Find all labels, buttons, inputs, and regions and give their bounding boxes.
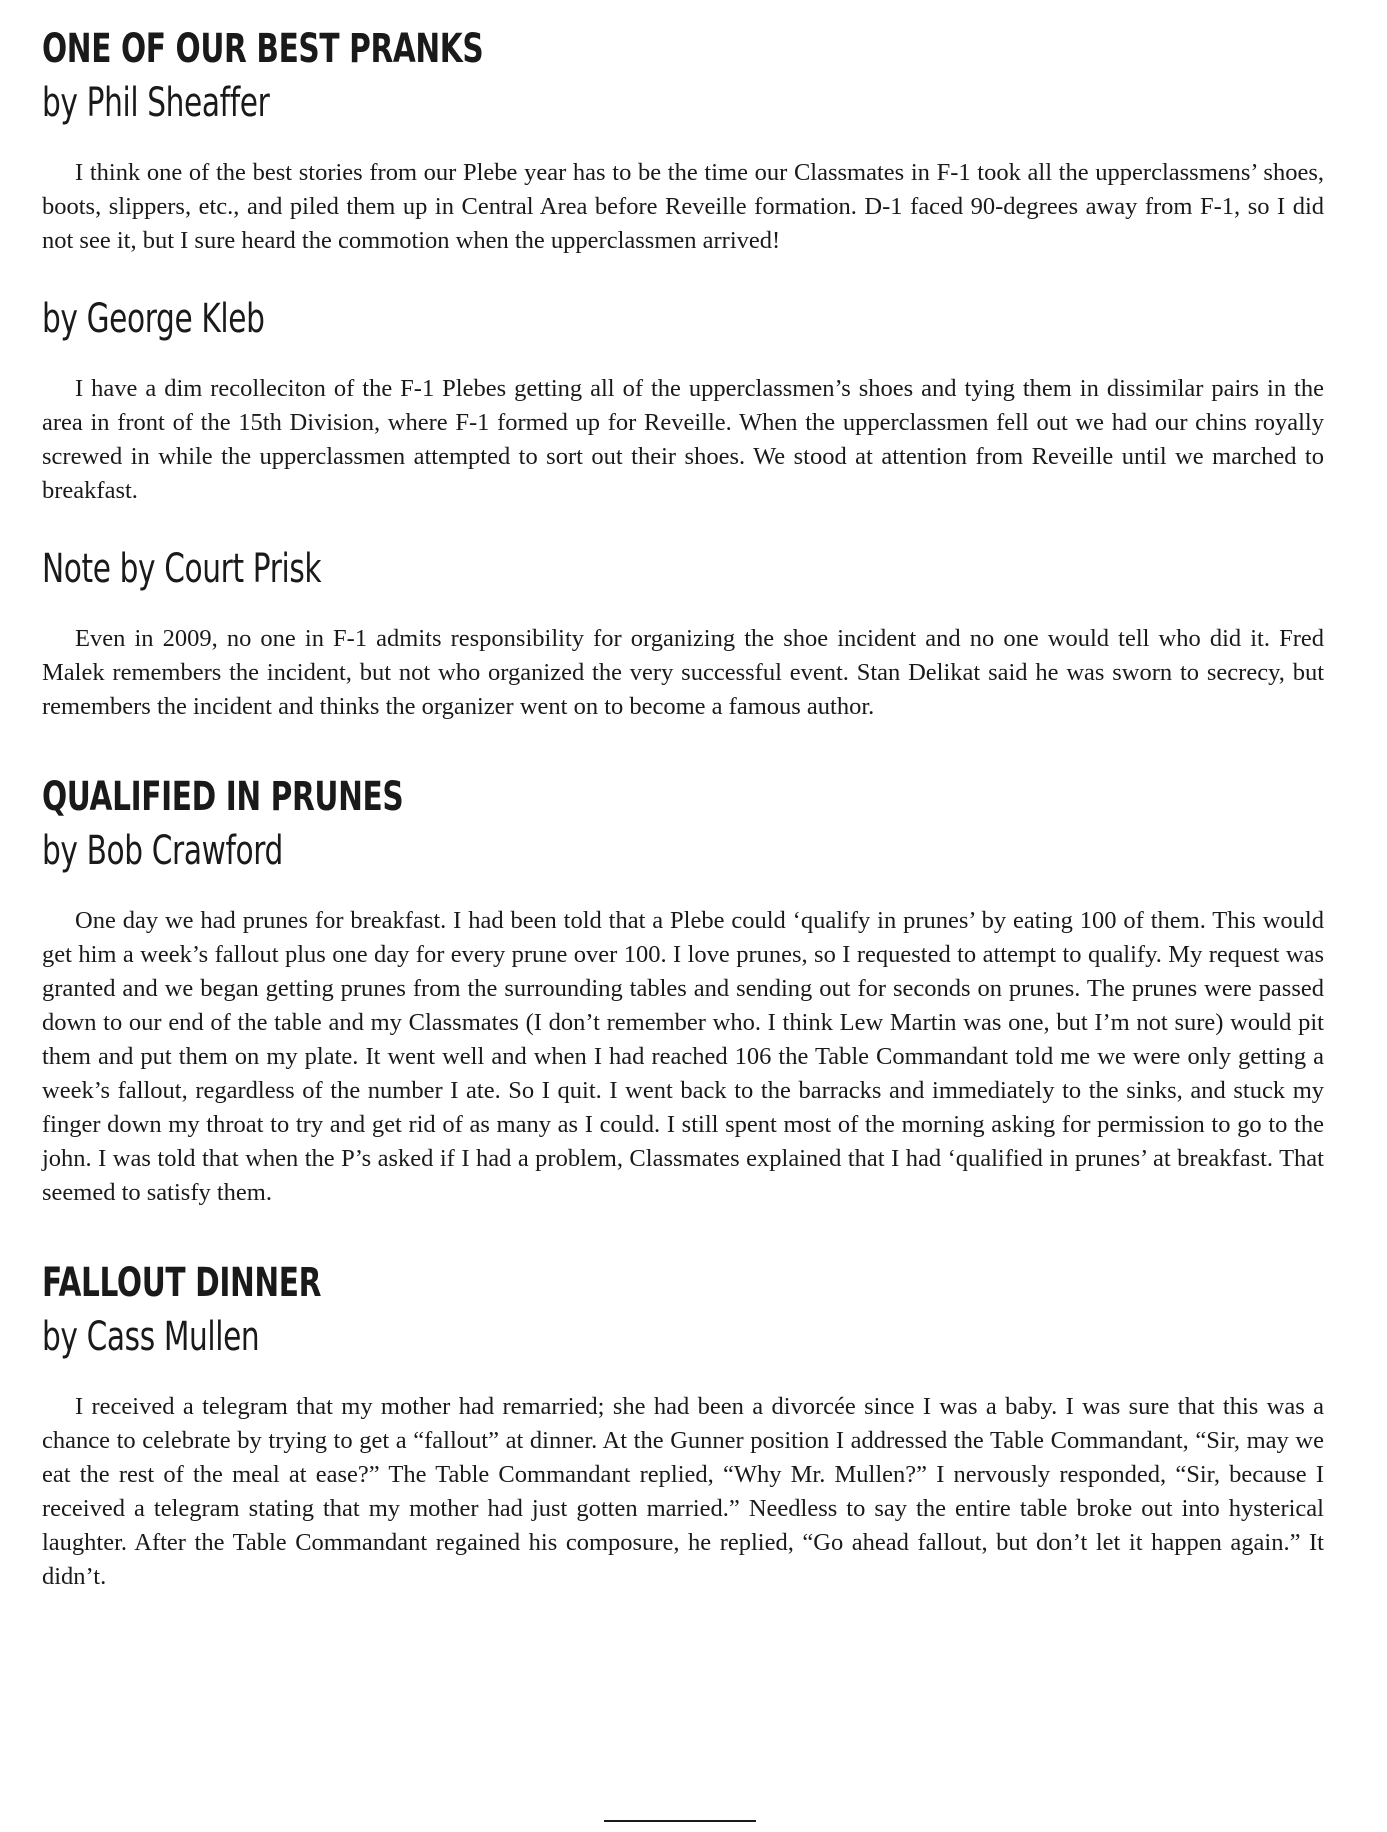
story-paragraph: Even in 2009, no one in F-1 admits responsibility for organizing the shoe incident and no one would tell who did it. Fred Malek remembers the incident, but not who organized the very successful event. Stan Delikat said he was sworn to secrecy, but remembers the incident and thinks the organizer went on to become a famous author. <box>42 625 1324 720</box>
byline-bob-crawford: by Bob Crawford <box>42 828 283 874</box>
section-qualified-in-prunes <box>42 770 1324 1256</box>
byline-george-kleb: by George Kleb <box>42 296 265 342</box>
story-paragraph: One day we had prunes for breakfast. I had been told that a Plebe could ‘qualify in prunes’ by eating 100 of them. This would get him a week’s fallout plus one day for every prune over 100. I love prunes, so I requested to attempt to qualify. My request was granted and we began getting prunes from the surrounding tables and sending out for seconds on prunes. The prunes were passed down to our end of the table and my Classmates (I don’t remember who. I think Lew Martin was one, but I’m not sure) would pit them and put them on my plate. It went well and when I had reached 106 the Table Commandant told me we were only getting a week’s fallout, regardless of the number I ate. So I quit. I went back to the barracks and immediately to the sinks, and stuck my finger down my throat to try and get rid of as many as I could. I still spent most of the morning asking for permission to go to the john. I was told that when the P’s asked if I had a problem, Classmates explained that I had ‘qualified in prunes’ at breakfast. That seemed to satisfy them. <box>42 907 1324 1206</box>
document-page <box>42 22 1324 1594</box>
section-fallout-dinner <box>42 1256 1324 1594</box>
section-title: QUALIFIED IN PRUNES <box>42 774 404 820</box>
byline-court-prisk: Note by Court Prisk <box>42 546 322 592</box>
footer-divider <box>604 1820 756 1822</box>
section-best-pranks <box>42 22 1324 770</box>
byline-phil-sheaffer: by Phil Sheaffer <box>42 80 270 126</box>
story-paragraph: I received a telegram that my mother had remarried; she had been a divorcée since I was a baby. I was sure that this was a chance to celebrate by trying to get a “fallout” at dinner. At the Gunner position I addressed the Table Commandant, “Sir, may we eat the rest of the meal at ease?” The Table Commandant replied, “Why Mr. Mullen?” I nervously responded, “Sir, because I received a telegram stating that my mother had just gotten married.” Needless to say the entire table broke out into hysterical laughter. After the Table Commandant regained his composure, he replied, “Go ahead fallout, but don’t let it happen again.” It didn’t. <box>42 1393 1324 1590</box>
story-paragraph: I have a dim recolleciton of the F-1 Plebes getting all of the upperclassmen’s shoes and tying them in dissimilar pairs in the area in front of the 15th Division, where F-1 formed up for Reveille. When the upperclassmen fell out we had our chins royally screwed in while the upperclassmen attempted to sort out their shoes. We stood at attention from Reveille until we marched to breakfast. <box>42 375 1324 504</box>
story-paragraph: I think one of the best stories from our Plebe year has to be the time our Classmates in F-1 took all the upperclassmens’ shoes, boots, slippers, etc., and piled them up in Central Area before Reveille formation. D-1 faced 90-degrees away from F-1, so I did not see it, but I sure heard the commotion when the upperclassmen arrived! <box>42 159 1324 254</box>
section-title: FALLOUT DINNER <box>42 1260 322 1306</box>
section-title: ONE OF OUR BEST PRANKS <box>42 26 484 72</box>
byline-cass-mullen: by Cass Mullen <box>42 1314 260 1360</box>
